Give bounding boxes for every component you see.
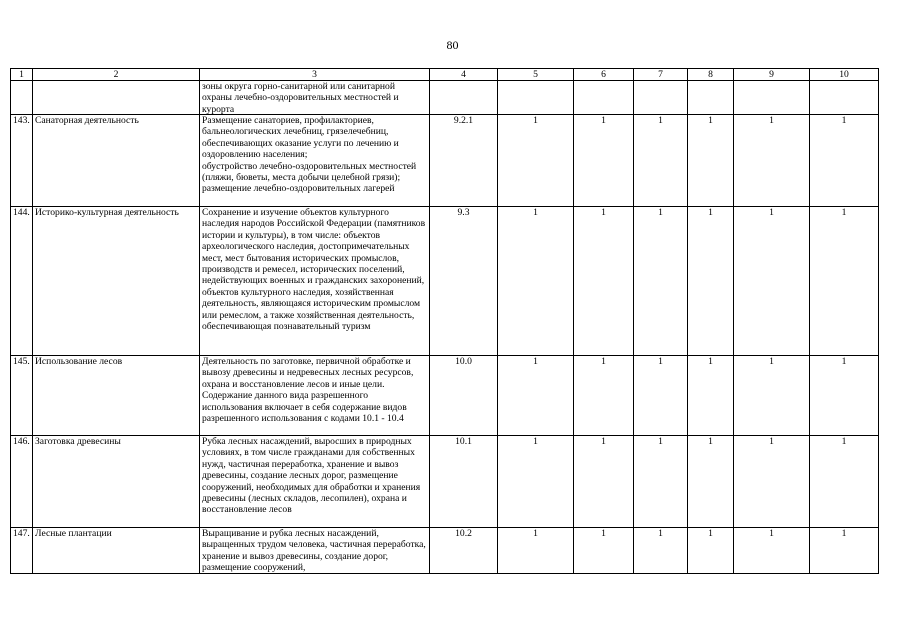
description-cell [200, 81, 430, 115]
column-header: 7 [634, 69, 688, 81]
column-header: 6 [574, 69, 634, 81]
table-row [11, 528, 879, 574]
code-cell: 10.1 [430, 436, 498, 528]
table-row [11, 207, 879, 356]
table-row [11, 115, 879, 207]
value-cell: 1 [498, 436, 574, 528]
table-row [11, 81, 879, 115]
activity-name-cell [33, 81, 200, 115]
value-cell: 1 [574, 356, 634, 436]
value-cell: 1 [734, 115, 810, 207]
row-number-cell: 143. [11, 115, 33, 207]
description-cell [200, 436, 430, 528]
value-cell: 1 [734, 356, 810, 436]
value-cell: 1 [498, 115, 574, 207]
activity-name-cell: Заготовка древесины [33, 436, 200, 528]
value-cell: 1 [498, 356, 574, 436]
value-cell: 1 [498, 528, 574, 574]
value-cell: 1 [810, 115, 879, 207]
value-cell: 1 [810, 528, 879, 574]
description-cell-text: Рубка лесных насаждений, выросших в природных условиях, в том числе гражданами для собственных нужд, частичная переработка, хранение и вывоз древесины, создание лесных дорог, размещение сооружений, необходимых для обработки и хранения древесины (лесных складов, лесопилен), охрана и восстановление лесов [202, 436, 421, 516]
value-cell: 1 [688, 356, 734, 436]
table-row [11, 356, 879, 436]
column-header: 9 [734, 69, 810, 81]
description-cell [200, 115, 430, 207]
value-cell: 1 [574, 115, 634, 207]
value-cell: 1 [498, 207, 574, 356]
column-header: 1 [11, 69, 33, 81]
value-cell: 1 [634, 436, 688, 528]
row-number-cell: 146. [11, 436, 33, 528]
row-number-cell: 147. [11, 528, 33, 574]
description-cell-text: зоны округа горно-санитарной или санитарной охраны лечебно-оздоровительных местностей и курорта [202, 81, 399, 114]
value-cell: 1 [688, 207, 734, 356]
value-cell: 1 [634, 528, 688, 574]
value-cell: 1 [810, 356, 879, 436]
column-header: 4 [430, 69, 498, 81]
activity-name-cell: Санаторная деятельность [33, 115, 200, 207]
value-cell: 1 [734, 528, 810, 574]
description-cell [200, 528, 430, 574]
row-number-cell: 145. [11, 356, 33, 436]
value-cell [688, 81, 734, 115]
column-header: 5 [498, 69, 574, 81]
description-cell-text: Деятельность по заготовке, первичной обработке и вывозу древесины и недревесных лесных ресурсов, охрана и восстановление лесов и иные цели. Содержание данного вида разрешенного использования включает в себя содержание видов разрешенного использования с кодами 10.1 - 10.4 [202, 356, 414, 425]
description-cell [200, 356, 430, 436]
description-cell-text: Размещение санаториев, профилакториев, бальнеологических лечебниц, грязелечебниц, обеспечивающих оказание услуги по лечению и оздоровлению населения; обустройство лечебно-оздоровительных местностей (пляжи, бюветы, места добычи целебной грязи); размещение лечебно-оздоровительных лагерей [202, 115, 417, 195]
column-header: 8 [688, 69, 734, 81]
value-cell: 1 [810, 207, 879, 356]
value-cell: 1 [810, 436, 879, 528]
value-cell [634, 81, 688, 115]
page-number: 80 [446, 38, 459, 52]
activity-name-cell: Использование лесов [33, 356, 200, 436]
value-cell: 1 [688, 115, 734, 207]
table-row [11, 436, 879, 528]
value-cell: 1 [634, 356, 688, 436]
code-cell: 9.3 [430, 207, 498, 356]
value-cell: 1 [574, 528, 634, 574]
value-cell [810, 81, 879, 115]
row-number-cell [11, 81, 33, 115]
value-cell: 1 [734, 207, 810, 356]
code-cell: 10.2 [430, 528, 498, 574]
column-header: 3 [200, 69, 430, 81]
activity-name-cell: Историко-культурная деятельность [33, 207, 200, 356]
description-cell [200, 207, 430, 356]
code-cell [430, 81, 498, 115]
column-header: 2 [33, 69, 200, 81]
value-cell: 1 [688, 528, 734, 574]
table-header-row [11, 69, 879, 81]
activity-name-cell: Лесные плантации [33, 528, 200, 574]
value-cell [574, 81, 634, 115]
row-number-cell: 144. [11, 207, 33, 356]
value-cell: 1 [634, 115, 688, 207]
column-header: 10 [810, 69, 879, 81]
value-cell: 1 [574, 436, 634, 528]
value-cell: 1 [688, 436, 734, 528]
description-cell-text: Сохранение и изучение объектов культурного наследия народов Российской Федерации (памятников истории и культуры), в том числе: объектов археологического наследия, достопримечательных мест, мест бытования исторических промыслов, производств и ремесел, исторических поселений, недействующих военных и гражданских захоронений, объектов культурного наследия, хозяйственная деятельность, являющаяся историческим промыслом или ремеслом, а также хозяйственная деятельность, обеспечивающая познавательный туризм [202, 207, 426, 333]
description-cell-text: Выращивание и рубка лесных насаждений, выращенных трудом человека, частичная переработка, хранение и вывоз древесины, создание дорог, размещение сооружений, [202, 528, 426, 573]
code-cell: 9.2.1 [430, 115, 498, 207]
value-cell: 1 [634, 207, 688, 356]
value-cell [734, 81, 810, 115]
code-cell: 10.0 [430, 356, 498, 436]
value-cell [498, 81, 574, 115]
land-use-table [10, 68, 879, 574]
value-cell: 1 [574, 207, 634, 356]
value-cell: 1 [734, 436, 810, 528]
